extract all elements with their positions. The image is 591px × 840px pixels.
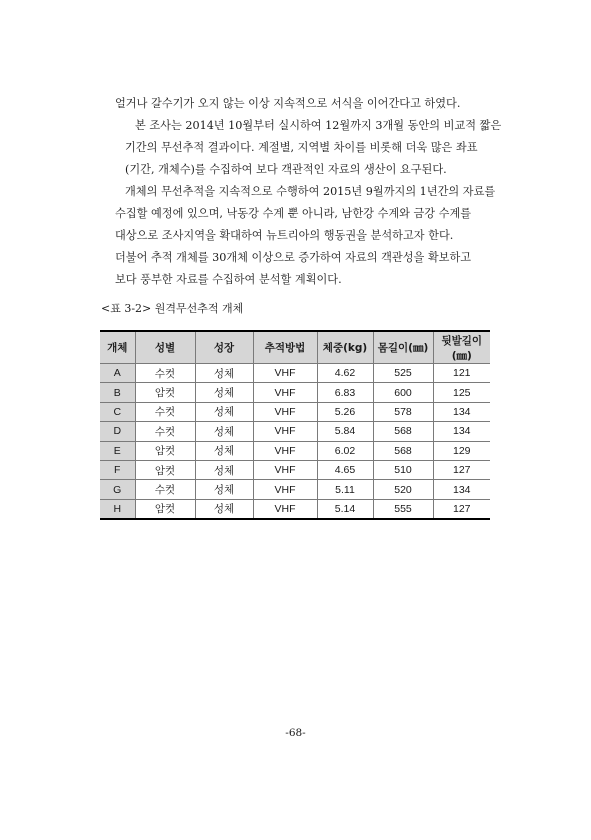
cell-growth: 성체 (195, 441, 253, 460)
cell-id: B (100, 383, 135, 402)
cell-growth: 성체 (195, 402, 253, 421)
cell-weight: 4.65 (317, 460, 373, 479)
cell-weight: 5.26 (317, 402, 373, 421)
cell-sex: 암컷 (135, 441, 195, 460)
paragraph-line: 본 조사는 2014년 10월부터 실시하여 12월까지 3개월 동안의 비교적 짧은 (135, 119, 502, 132)
paragraph-line: 얼거나 갈수기가 오지 않는 이상 지속적으로 서식을 이어간다고 하였다. (115, 97, 461, 110)
cell-sex: 암컷 (135, 383, 195, 402)
table-row (100, 402, 490, 421)
cell-body-length: 600 (373, 383, 433, 402)
cell-sex: 암컷 (135, 460, 195, 479)
cell-body-length: 520 (373, 480, 433, 499)
cell-id: E (100, 441, 135, 460)
cell-hindfoot-length: 127 (433, 499, 490, 519)
cell-method: VHF (253, 383, 317, 402)
cell-method: VHF (253, 480, 317, 499)
cell-id: C (100, 402, 135, 421)
cell-method: VHF (253, 499, 317, 519)
cell-growth: 성체 (195, 364, 253, 383)
header-hindfoot-length: 뒷발길이(㎜) (433, 331, 490, 364)
cell-hindfoot-length: 129 (433, 441, 490, 460)
cell-hindfoot-length: 134 (433, 422, 490, 441)
table-row (100, 364, 490, 383)
cell-hindfoot-length: 125 (433, 383, 490, 402)
tracking-table (100, 330, 490, 520)
paragraph-3 (115, 181, 496, 291)
paragraph-line: 개체의 무선추적을 지속적으로 수행하여 2015년 9월까지의 1년간의 자료를 (125, 185, 496, 198)
paragraph-2 (115, 115, 502, 181)
cell-hindfoot-length: 134 (433, 402, 490, 421)
cell-sex: 수컷 (135, 480, 195, 499)
cell-sex: 수컷 (135, 364, 195, 383)
paragraph-line: 보다 풍부한 자료를 수집하여 분석할 계획이다. (115, 273, 342, 286)
table-row (100, 480, 490, 499)
cell-growth: 성체 (195, 499, 253, 519)
cell-weight: 6.83 (317, 383, 373, 402)
paragraph-line: 기간의 무선추적 결과이다. 계절별, 지역별 차이를 비롯해 더욱 많은 좌표 (125, 141, 478, 154)
cell-weight: 4.62 (317, 364, 373, 383)
paragraph-line: 수집할 예정에 있으며, 낙동강 수계 뿐 아니라, 남한강 수계와 금강 수계를 (115, 207, 472, 220)
cell-sex: 수컷 (135, 402, 195, 421)
cell-body-length: 510 (373, 460, 433, 479)
header-method: 추적방법 (253, 331, 317, 364)
cell-weight: 6.02 (317, 441, 373, 460)
paragraph-1 (115, 93, 493, 115)
cell-method: VHF (253, 460, 317, 479)
cell-method: VHF (253, 441, 317, 460)
cell-hindfoot-length: 127 (433, 460, 490, 479)
cell-body-length: 578 (373, 402, 433, 421)
cell-sex: 암컷 (135, 499, 195, 519)
table-header-row (100, 331, 490, 364)
header-weight: 체중(kg) (317, 331, 373, 364)
page-number: -68- (285, 727, 306, 739)
header-id: 개체 (100, 331, 135, 364)
table-row (100, 441, 490, 460)
paragraph-line: (기간, 개체수)를 수집하여 보다 객관적인 자료의 생산이 요구된다. (125, 163, 447, 176)
table-row (100, 422, 490, 441)
cell-body-length: 555 (373, 499, 433, 519)
cell-hindfoot-length: 121 (433, 364, 490, 383)
header-body-length: 몸길이(㎜) (373, 331, 433, 364)
cell-weight: 5.14 (317, 499, 373, 519)
paragraph-line: 대상으로 조사지역을 확대하여 뉴트리아의 행동권을 분석하고자 한다. (115, 229, 454, 242)
cell-growth: 성체 (195, 460, 253, 479)
cell-weight: 5.11 (317, 480, 373, 499)
table-row (100, 499, 490, 519)
cell-growth: 성체 (195, 422, 253, 441)
paragraph-line: 더불어 추적 개체를 30개체 이상으로 증가하여 자료의 객관성을 확보하고 (115, 251, 472, 264)
header-growth: 성장 (195, 331, 253, 364)
header-sex: 성별 (135, 331, 195, 364)
cell-method: VHF (253, 364, 317, 383)
cell-growth: 성체 (195, 480, 253, 499)
cell-id: D (100, 422, 135, 441)
cell-method: VHF (253, 402, 317, 421)
table-caption: <표 3-2> 원격무선추적 개체 (101, 302, 244, 315)
cell-body-length: 525 (373, 364, 433, 383)
table-row (100, 460, 490, 479)
cell-body-length: 568 (373, 422, 433, 441)
table-body (100, 364, 490, 520)
cell-method: VHF (253, 422, 317, 441)
cell-id: A (100, 364, 135, 383)
cell-weight: 5.84 (317, 422, 373, 441)
cell-body-length: 568 (373, 441, 433, 460)
cell-id: F (100, 460, 135, 479)
cell-sex: 수컷 (135, 422, 195, 441)
cell-id: G (100, 480, 135, 499)
cell-id: H (100, 499, 135, 519)
table-row (100, 383, 490, 402)
cell-growth: 성체 (195, 383, 253, 402)
cell-hindfoot-length: 134 (433, 480, 490, 499)
